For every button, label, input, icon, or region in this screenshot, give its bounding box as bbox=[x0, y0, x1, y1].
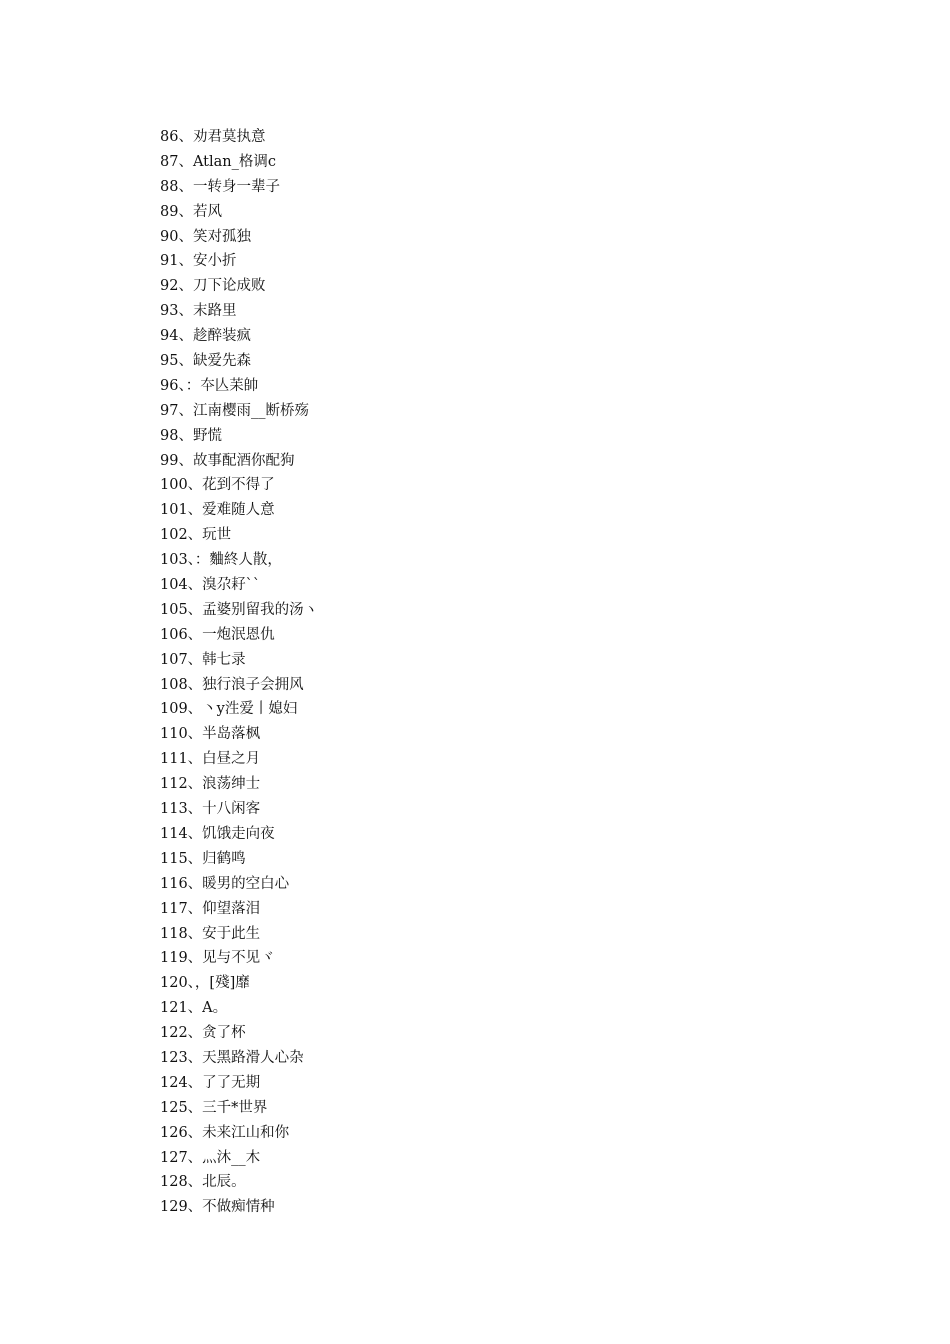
list-item: 89、若风 bbox=[160, 203, 222, 220]
list-item: 114、饥饿走向夜 bbox=[160, 825, 275, 842]
list-item: 127、灬沐__木 bbox=[160, 1149, 261, 1166]
list-item: 115、归鹤鸣 bbox=[160, 850, 246, 867]
list-item: 104、溴尕耔`` bbox=[160, 577, 261, 594]
list-item: 128、北辰。 bbox=[160, 1174, 246, 1191]
list-item: 91、安小折 bbox=[160, 253, 237, 270]
list-item: 110、半岛落枫 bbox=[160, 726, 261, 743]
list-item: 98、野慌 bbox=[160, 427, 222, 444]
list-item: 129、不做痴情种 bbox=[160, 1199, 275, 1216]
list-item: 116、暖男的空白心 bbox=[160, 875, 290, 892]
list-item: 123、天黑路滑人心杂 bbox=[160, 1049, 304, 1066]
list-item: 88、一转身一辈子 bbox=[160, 178, 280, 195]
list-item: 118、安于此生 bbox=[160, 925, 261, 942]
list-item: 87、Atlan_格调c bbox=[160, 153, 276, 170]
list-item: 120、，[殘]靡 bbox=[160, 975, 250, 992]
list-item: 100、花到不得了 bbox=[160, 477, 275, 494]
list-item: 113、十八闲客 bbox=[160, 801, 261, 818]
list-item: 105、孟婆别留我的汤ヽ bbox=[160, 601, 319, 618]
list-item: 122、贪了杯 bbox=[160, 1025, 246, 1042]
list-item: 108、独行浪子会拥风 bbox=[160, 676, 304, 693]
list-item: 95、缺爱先森 bbox=[160, 353, 251, 370]
nickname-list bbox=[160, 125, 318, 1220]
list-item: 124、了了无期 bbox=[160, 1074, 261, 1091]
list-item: 86、劝君莫执意 bbox=[160, 129, 266, 145]
list-item: 107、韩七录 bbox=[160, 651, 246, 668]
list-item: 111、白昼之月 bbox=[160, 751, 261, 768]
list-item: 102、玩世 bbox=[160, 527, 232, 544]
list-item: 103、：麯終人散， bbox=[160, 552, 282, 569]
list-item: 119、见与不见ヾ bbox=[160, 950, 275, 967]
list-item: 125、三千*世界 bbox=[160, 1099, 268, 1116]
list-item: 92、刀下论成败 bbox=[160, 278, 266, 295]
list-item: 106、一炮泯恩仇 bbox=[160, 626, 275, 643]
list-item: 117、仰望落泪 bbox=[160, 900, 261, 917]
list-item: 97、江南樱雨__断桥殇 bbox=[160, 402, 309, 419]
list-item: 90、笑对孤独 bbox=[160, 228, 251, 245]
list-item: 109、丶y泩爱丨媳妇 bbox=[160, 701, 298, 718]
list-item: 99、故事配酒你配狗 bbox=[160, 452, 295, 469]
list-item: 112、浪荡绅士 bbox=[160, 776, 261, 793]
list-item: 96、：夲亾苿帥 bbox=[160, 377, 259, 394]
list-item: 94、趁醉装疯 bbox=[160, 328, 251, 345]
list-item: 121、A。 bbox=[160, 1000, 228, 1017]
list-item: 126、未来江山和你 bbox=[160, 1124, 290, 1141]
list-item: 101、爱难随人意 bbox=[160, 502, 275, 519]
list-item: 93、末路里 bbox=[160, 303, 237, 320]
